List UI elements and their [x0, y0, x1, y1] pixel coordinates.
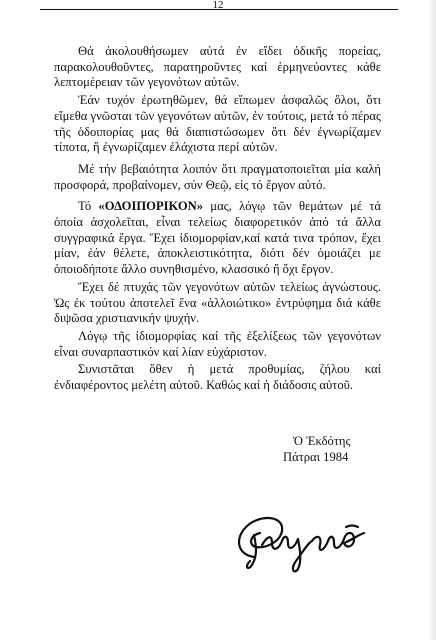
- body-text: [54, 44, 381, 396]
- place-date: Πάτραι 1984: [283, 449, 349, 464]
- paragraph-1: Θά ἀκολουθήσωμεν αὐτά ἐν εἴδει ὁδικῆς πορείας, παρακολουθοῦντες, παρατηροῦντες καί ἑρμηνεύοντες κάθε λεπτομέρειαν τῶν γεγονότων αὐτῶν.: [54, 44, 381, 90]
- handwritten-signature: [228, 505, 368, 575]
- paragraph-7: Συνιστᾶται ὅθεν ἡ μετά προθυμίας, ζήλου καί ἐνδιαφέροντος μελέτη αὐτοῦ. Καθώς καί ἡ διάδοσις αὐτοῦ.: [54, 362, 381, 393]
- scan-edge: [428, 0, 436, 640]
- header-rule: [40, 9, 398, 10]
- paragraph-4: [54, 199, 381, 278]
- signoff: [283, 434, 350, 465]
- paragraph-4-rest: μας, λόγῳ τῶν θεμάτων μέ τά ὁποία ἀσχολεῖται, εἶναι τελείως διαφορετικόν ἀπό τά ἄλλα συγγραφικά ἔργα. Ἔχει ἰδιομορφίαν,καί κατά τινα τρόπον, ἔχει μίαν, ἐάν θέλετε, ἀποκλειστικότητα, διότι δέν ὁμοιάζει με ὁποιοδήποτε ἄλλο συνηθισμένο, κλασσικό ἤ ὄχι ἔργον.: [54, 199, 381, 277]
- paragraph-4-lead: Τό: [78, 199, 99, 214]
- paragraph-2: Ἐάν τυχόν ἐρωτηθῶμεν, θά εἴπωμεν ἀσφαλῶς ὅλοι, ὅτι εἴμεθα γνῶσται τῶν γεγονότων αὐτῶν, ἐν τούτοις, μετά τό πέρας τῆς ὁδοιπορίας μας θά διαπιστώσωμεν ὅτι δέν ἐγνωρίζαμεν τίποτα, ἤ ἐγνωρίζαμεν ἐλάχιστα περί αὐτῶν.: [54, 93, 381, 155]
- paragraph-5: Ἔχει δέ πτυχάς τῶν γεγονότων αὐτῶν τελείως ἀγνώστους. Ὡς ἐκ τούτου ἀποτελεῖ ἕνα «ἀλλοιώτικο» ἐντρύφημα διά κάθε διψῶσα χριστιανικήν ψυχήν.: [54, 279, 381, 326]
- paragraph-3: Μέ τήν βεβαιότητα λοιπόν ὅτι πραγματοποιεῖται μία καλή προσφορά, προβαίνομεν, σύν Θεῷ, εἰς τό ἔργον αὐτό.: [54, 161, 381, 192]
- page-number: 12: [212, 0, 224, 11]
- publisher-label: Ὁ Ἐκδότης: [293, 434, 351, 448]
- book-title: «ΟΔΟΙΠΟΡΙΚΟΝ»: [98, 199, 204, 214]
- paragraph-6: Λόγῳ τῆς ἰδιομορφίας καί τῆς ἐξελίξεως τῶν γεγονότων εἶναι συναρπαστικόν καί λίαν εὐχάριστον.: [54, 328, 381, 359]
